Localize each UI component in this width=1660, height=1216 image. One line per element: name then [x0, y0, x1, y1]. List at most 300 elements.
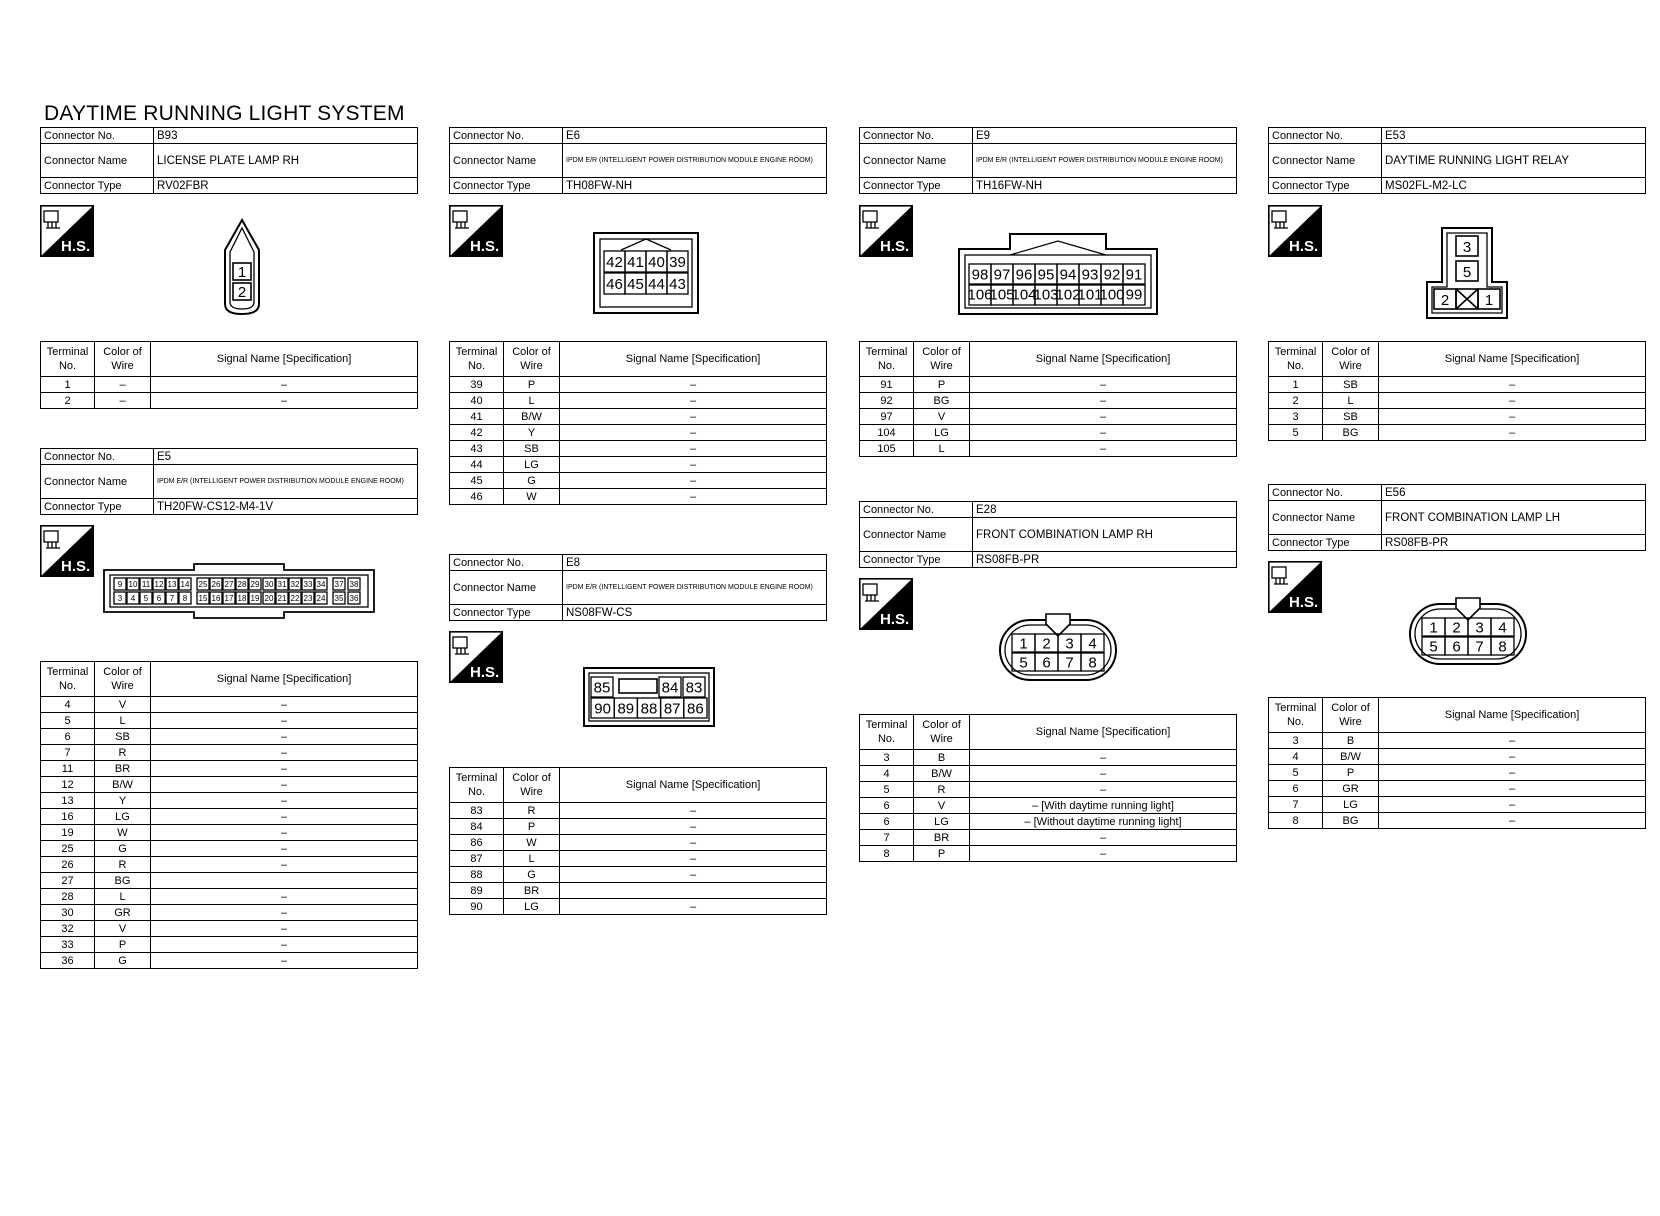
- table-cell: – [With daytime running light]: [970, 798, 1237, 814]
- table-cell: –: [560, 867, 827, 883]
- connector-e5-block: [40, 448, 418, 515]
- pin-label: 6: [1042, 654, 1051, 672]
- connector-no-value: E6: [563, 128, 827, 144]
- table-cell: –: [970, 441, 1237, 457]
- table-cell: W: [504, 489, 560, 505]
- table-cell: [151, 873, 418, 889]
- pin-label: 97: [993, 266, 1011, 284]
- table-cell: V: [95, 697, 151, 713]
- table-cell: –: [1379, 393, 1646, 409]
- connector-no-value: E5: [154, 449, 418, 465]
- table-cell: –: [970, 377, 1237, 393]
- table-cell: –: [151, 809, 418, 825]
- table-cell: –: [151, 793, 418, 809]
- table-cell: –: [1379, 765, 1646, 781]
- header-terminal-no: Terminal No.: [860, 342, 914, 377]
- hs-harness-side-icon: [1268, 561, 1322, 613]
- table-row: [450, 803, 827, 819]
- table-row: [450, 819, 827, 835]
- pin-label: 17: [224, 593, 234, 603]
- table-cell: –: [560, 819, 827, 835]
- table-cell: B/W: [504, 409, 560, 425]
- pin-label: 38: [349, 579, 359, 589]
- pin-label: 95: [1037, 266, 1055, 284]
- label-connector-no: Connector No.: [41, 128, 154, 144]
- connector-b93-block: [40, 127, 418, 194]
- header-signal-name: Signal Name [Specification]: [1379, 342, 1646, 377]
- table-cell: 28: [41, 889, 95, 905]
- table-cell: LG: [95, 809, 151, 825]
- table-cell: W: [504, 835, 560, 851]
- table-cell: 2: [41, 393, 95, 409]
- hs-label: H.S.: [470, 238, 500, 255]
- label-connector-no: Connector No.: [450, 555, 563, 571]
- table-cell: –: [970, 766, 1237, 782]
- connector-type-value: RS08FB-PR: [1382, 535, 1646, 551]
- connector-no-value: E53: [1382, 128, 1646, 144]
- terminal-table-e28-block: [859, 714, 1237, 862]
- connector-name-value: DAYTIME RUNNING LIGHT RELAY: [1382, 144, 1646, 178]
- pin-label: 5: [1462, 264, 1472, 281]
- pin-label: 8: [182, 593, 188, 603]
- table-row: [1269, 409, 1646, 425]
- terminal-table: [449, 341, 827, 505]
- table-cell: –: [560, 803, 827, 819]
- pin-label: 5: [143, 593, 149, 603]
- table-cell: BG: [95, 873, 151, 889]
- table-cell: 44: [450, 457, 504, 473]
- connector-e28-diagram: [998, 612, 1118, 682]
- table-cell: 32: [41, 921, 95, 937]
- pin-label: 29: [250, 579, 260, 589]
- table-cell: 7: [1269, 797, 1323, 813]
- table-cell: –: [560, 393, 827, 409]
- table-cell: P: [914, 377, 970, 393]
- table-row: [41, 841, 418, 857]
- table-cell: –: [560, 473, 827, 489]
- table-cell: 4: [1269, 749, 1323, 765]
- table-row: [860, 750, 1237, 766]
- terminal-table: [859, 714, 1237, 862]
- table-cell: –: [151, 841, 418, 857]
- pin-label: 41: [627, 253, 644, 271]
- table-row: [41, 889, 418, 905]
- label-connector-no: Connector No.: [860, 128, 973, 144]
- pin-label: 105: [989, 286, 1015, 304]
- table-cell: Y: [95, 793, 151, 809]
- terminal-table-header: [450, 768, 827, 803]
- pin-label: 94: [1059, 266, 1077, 284]
- header-terminal-no: Terminal No.: [450, 768, 504, 803]
- table-cell: 16: [41, 809, 95, 825]
- table-cell: 42: [450, 425, 504, 441]
- header-terminal-no: Terminal No.: [1269, 342, 1323, 377]
- table-row: [41, 761, 418, 777]
- connector-info-table: [1268, 484, 1646, 551]
- pin-label: 14: [180, 579, 190, 589]
- table-cell: –: [970, 750, 1237, 766]
- table-cell: –: [560, 409, 827, 425]
- table-cell: –: [151, 889, 418, 905]
- table-row: [860, 377, 1237, 393]
- connector-e28-block: [859, 501, 1237, 568]
- table-cell: 5: [1269, 425, 1323, 441]
- pin-label: 99: [1125, 286, 1143, 304]
- table-cell: –: [1379, 377, 1646, 393]
- label-connector-name: Connector Name: [860, 144, 973, 178]
- pin-label: 5: [1429, 638, 1438, 656]
- table-cell: –: [95, 377, 151, 393]
- pin-label: 100: [1099, 286, 1125, 304]
- pin-label: 1: [1429, 619, 1438, 637]
- pin-label: 9: [117, 579, 123, 589]
- connector-b93-diagram: [222, 218, 262, 318]
- page-title: DAYTIME RUNNING LIGHT SYSTEM: [44, 102, 405, 125]
- table-cell: –: [151, 937, 418, 953]
- table-cell: L: [1323, 393, 1379, 409]
- table-cell: –: [151, 761, 418, 777]
- terminal-table: [449, 767, 827, 915]
- pin-label: 12: [154, 579, 164, 589]
- pin-label: 35: [334, 593, 344, 603]
- table-row: [41, 905, 418, 921]
- table-cell: 25: [41, 841, 95, 857]
- connector-e6-diagram: [593, 232, 699, 314]
- pin-label: 1: [1484, 292, 1494, 309]
- table-cell: 12: [41, 777, 95, 793]
- header-terminal-no: Terminal No.: [860, 715, 914, 750]
- header-color-of-wire: Color of Wire: [1323, 698, 1379, 733]
- table-cell: –: [151, 905, 418, 921]
- table-row: [860, 846, 1237, 862]
- terminal-table-e6-block: [449, 341, 827, 505]
- table-cell: 27: [41, 873, 95, 889]
- terminal-table-b93-block: [40, 341, 418, 409]
- table-cell: 36: [41, 953, 95, 969]
- table-cell: –: [970, 830, 1237, 846]
- terminal-table-header: [1269, 342, 1646, 377]
- table-cell: 105: [860, 441, 914, 457]
- table-cell: 4: [41, 697, 95, 713]
- header-terminal-no: Terminal No.: [1269, 698, 1323, 733]
- table-cell: SB: [1323, 377, 1379, 393]
- pin-label: 31: [277, 579, 287, 589]
- pin-label: 7: [1065, 654, 1074, 672]
- table-cell: 8: [1269, 813, 1323, 829]
- table-cell: –: [151, 697, 418, 713]
- pin-label: 85: [593, 679, 611, 697]
- connector-type-value: TH16FW-NH: [973, 178, 1237, 194]
- terminal-table-header: [1269, 698, 1646, 733]
- terminal-table-e5-block: [40, 661, 418, 969]
- table-row: [450, 377, 827, 393]
- label-connector-name: Connector Name: [41, 144, 154, 178]
- pin-label: 3: [117, 593, 123, 603]
- hs-label: H.S.: [61, 238, 91, 255]
- terminal-table-e9-block: [859, 341, 1237, 457]
- table-row: [450, 457, 827, 473]
- terminal-table-header: [860, 715, 1237, 750]
- table-cell: –: [95, 393, 151, 409]
- pin-label: 15: [198, 593, 208, 603]
- connector-info-table: [449, 554, 827, 621]
- table-cell: 88: [450, 867, 504, 883]
- table-row: [450, 441, 827, 457]
- table-cell: –: [151, 857, 418, 873]
- table-cell: V: [95, 921, 151, 937]
- hs-harness-side-icon: [40, 205, 94, 257]
- table-row: [450, 835, 827, 851]
- header-color-of-wire: Color of Wire: [504, 342, 560, 377]
- table-cell: 1: [1269, 377, 1323, 393]
- connector-e9-block: [859, 127, 1237, 194]
- pin-label: 89: [617, 700, 635, 718]
- table-cell: –: [970, 846, 1237, 862]
- table-cell: –: [560, 441, 827, 457]
- connector-no-value: E56: [1382, 485, 1646, 501]
- table-cell: –: [1379, 781, 1646, 797]
- connector-info-table: [1268, 127, 1646, 194]
- pin-label: 25: [198, 579, 208, 589]
- table-cell: SB: [1323, 409, 1379, 425]
- table-row: [450, 851, 827, 867]
- table-cell: R: [95, 857, 151, 873]
- pin-label: 13: [167, 579, 177, 589]
- table-row: [450, 867, 827, 883]
- pin-label: 91: [1125, 266, 1143, 284]
- header-terminal-no: Terminal No.: [41, 342, 95, 377]
- connector-e56-diagram: [1408, 596, 1528, 666]
- hs-harness-side-icon: [859, 205, 913, 257]
- label-connector-type: Connector Type: [450, 605, 563, 621]
- table-cell: 2: [1269, 393, 1323, 409]
- header-signal-name: Signal Name [Specification]: [560, 342, 827, 377]
- table-cell: –: [970, 425, 1237, 441]
- connector-e8-block: [449, 554, 827, 621]
- label-connector-no: Connector No.: [1269, 128, 1382, 144]
- pin-label: 4: [1498, 619, 1507, 637]
- table-cell: 6: [860, 814, 914, 830]
- hs-harness-side-icon: [449, 205, 503, 257]
- table-cell: –: [560, 457, 827, 473]
- table-cell: B/W: [1323, 749, 1379, 765]
- table-cell: 6: [860, 798, 914, 814]
- pin-label: 23: [303, 593, 313, 603]
- pin-label: 20: [264, 593, 274, 603]
- table-cell: SB: [95, 729, 151, 745]
- header-signal-name: Signal Name [Specification]: [970, 342, 1237, 377]
- pin-label: 84: [661, 679, 679, 697]
- table-row: [860, 425, 1237, 441]
- table-cell: P: [914, 846, 970, 862]
- table-row: [1269, 749, 1646, 765]
- terminal-table: [40, 341, 418, 409]
- table-cell: 7: [860, 830, 914, 846]
- table-row: [41, 825, 418, 841]
- table-cell: BR: [95, 761, 151, 777]
- table-row: [41, 713, 418, 729]
- table-cell: –: [1379, 425, 1646, 441]
- table-cell: BG: [914, 393, 970, 409]
- connector-info-table: [40, 127, 418, 194]
- table-cell: R: [95, 745, 151, 761]
- table-cell: LG: [504, 457, 560, 473]
- pin-label: 4: [1088, 635, 1097, 653]
- table-row: [41, 697, 418, 713]
- pin-label: 88: [640, 700, 658, 718]
- table-cell: 97: [860, 409, 914, 425]
- connector-no-value: E8: [563, 555, 827, 571]
- table-cell: 91: [860, 377, 914, 393]
- pin-label: 42: [606, 253, 623, 271]
- pin-label: 22: [290, 593, 300, 603]
- table-cell: –: [151, 825, 418, 841]
- table-row: [1269, 765, 1646, 781]
- pin-label: 6: [156, 593, 162, 603]
- table-cell: 5: [1269, 765, 1323, 781]
- table-cell: 45: [450, 473, 504, 489]
- label-connector-type: Connector Type: [860, 178, 973, 194]
- table-cell: –: [560, 489, 827, 505]
- table-cell: –: [151, 729, 418, 745]
- terminal-table: [40, 661, 418, 969]
- table-cell: 87: [450, 851, 504, 867]
- hs-label: H.S.: [880, 238, 910, 255]
- connector-name-value: FRONT COMBINATION LAMP LH: [1382, 501, 1646, 535]
- table-row: [41, 857, 418, 873]
- header-signal-name: Signal Name [Specification]: [151, 662, 418, 697]
- connector-e5-diagram: [102, 560, 376, 622]
- table-row: [450, 425, 827, 441]
- table-row: [1269, 377, 1646, 393]
- table-row: [860, 393, 1237, 409]
- table-cell: 30: [41, 905, 95, 921]
- table-row: [450, 409, 827, 425]
- label-connector-type: Connector Type: [41, 499, 154, 515]
- table-cell: 6: [41, 729, 95, 745]
- label-connector-name: Connector Name: [450, 144, 563, 178]
- connector-name-value: IPDM E/R (INTELLIGENT POWER DISTRIBUTION MODULE ENGINE ROOM): [154, 465, 418, 499]
- table-cell: 26: [41, 857, 95, 873]
- pin-label: 1: [237, 264, 247, 281]
- header-terminal-no: Terminal No.: [450, 342, 504, 377]
- table-cell: 3: [1269, 409, 1323, 425]
- table-cell: 6: [1269, 781, 1323, 797]
- header-terminal-no: Terminal No.: [41, 662, 95, 697]
- table-row: [450, 489, 827, 505]
- table-row: [450, 393, 827, 409]
- label-connector-no: Connector No.: [41, 449, 154, 465]
- table-cell: L: [914, 441, 970, 457]
- table-cell: –: [1379, 813, 1646, 829]
- pin-label: 90: [594, 700, 611, 718]
- label-connector-name: Connector Name: [1269, 144, 1382, 178]
- pin-label: 2: [1042, 635, 1051, 653]
- pin-label: 8: [1498, 638, 1507, 656]
- header-signal-name: Signal Name [Specification]: [1379, 698, 1646, 733]
- table-cell: 13: [41, 793, 95, 809]
- table-cell: [560, 883, 827, 899]
- pin-label: 21: [277, 593, 287, 603]
- table-row: [41, 377, 418, 393]
- hs-label: H.S.: [880, 611, 910, 628]
- table-row: [860, 814, 1237, 830]
- table-cell: BR: [914, 830, 970, 846]
- pin-label: 3: [1475, 619, 1484, 637]
- pin-label: 106: [967, 286, 993, 304]
- table-cell: 89: [450, 883, 504, 899]
- pin-label: 103: [1033, 286, 1059, 304]
- table-cell: –: [151, 745, 418, 761]
- table-cell: 104: [860, 425, 914, 441]
- table-cell: –: [151, 713, 418, 729]
- connector-type-value: TH20FW-CS12-M4-1V: [154, 499, 418, 515]
- table-cell: SB: [504, 441, 560, 457]
- table-cell: G: [504, 867, 560, 883]
- hs-label: H.S.: [1289, 238, 1319, 255]
- label-connector-type: Connector Type: [450, 178, 563, 194]
- table-cell: BR: [504, 883, 560, 899]
- table-cell: 86: [450, 835, 504, 851]
- table-cell: –: [560, 899, 827, 915]
- table-cell: –: [151, 953, 418, 969]
- terminal-table-e56-block: [1268, 697, 1646, 829]
- table-cell: G: [504, 473, 560, 489]
- table-cell: – [Without daytime running light]: [970, 814, 1237, 830]
- pin-label: 44: [648, 275, 665, 293]
- pin-label: 36: [349, 593, 359, 603]
- pin-label: 86: [687, 700, 704, 718]
- pin-label: 93: [1081, 266, 1099, 284]
- table-cell: 19: [41, 825, 95, 841]
- table-cell: –: [560, 835, 827, 851]
- table-row: [450, 899, 827, 915]
- table-cell: B: [914, 750, 970, 766]
- table-cell: P: [1323, 765, 1379, 781]
- connector-type-value: RV02FBR: [154, 178, 418, 194]
- table-cell: P: [504, 377, 560, 393]
- pin-label: 104: [1011, 286, 1037, 304]
- connector-type-value: RS08FB-PR: [973, 552, 1237, 568]
- connector-name-value: IPDM E/R (INTELLIGENT POWER DISTRIBUTION MODULE ENGINE ROOM): [563, 144, 827, 178]
- table-cell: P: [504, 819, 560, 835]
- table-row: [41, 729, 418, 745]
- connector-no-value: E9: [973, 128, 1237, 144]
- header-color-of-wire: Color of Wire: [95, 342, 151, 377]
- pin-label: 98: [971, 266, 989, 284]
- pin-label: 96: [1015, 266, 1033, 284]
- connector-e56-block: [1268, 484, 1646, 551]
- table-row: [41, 393, 418, 409]
- label-connector-type: Connector Type: [860, 552, 973, 568]
- terminal-table-header: [41, 342, 418, 377]
- table-cell: L: [504, 851, 560, 867]
- table-cell: BG: [1323, 425, 1379, 441]
- table-row: [41, 777, 418, 793]
- table-row: [41, 809, 418, 825]
- pin-label: 46: [606, 275, 623, 293]
- table-cell: 84: [450, 819, 504, 835]
- table-cell: P: [95, 937, 151, 953]
- table-row: [860, 766, 1237, 782]
- pin-label: 5: [1019, 654, 1028, 672]
- connector-name-value: IPDM E/R (INTELLIGENT POWER DISTRIBUTION MODULE ENGINE ROOM): [973, 144, 1237, 178]
- table-cell: 92: [860, 393, 914, 409]
- pin-label: 7: [169, 593, 175, 603]
- table-cell: –: [560, 377, 827, 393]
- terminal-table-header: [860, 342, 1237, 377]
- table-row: [41, 921, 418, 937]
